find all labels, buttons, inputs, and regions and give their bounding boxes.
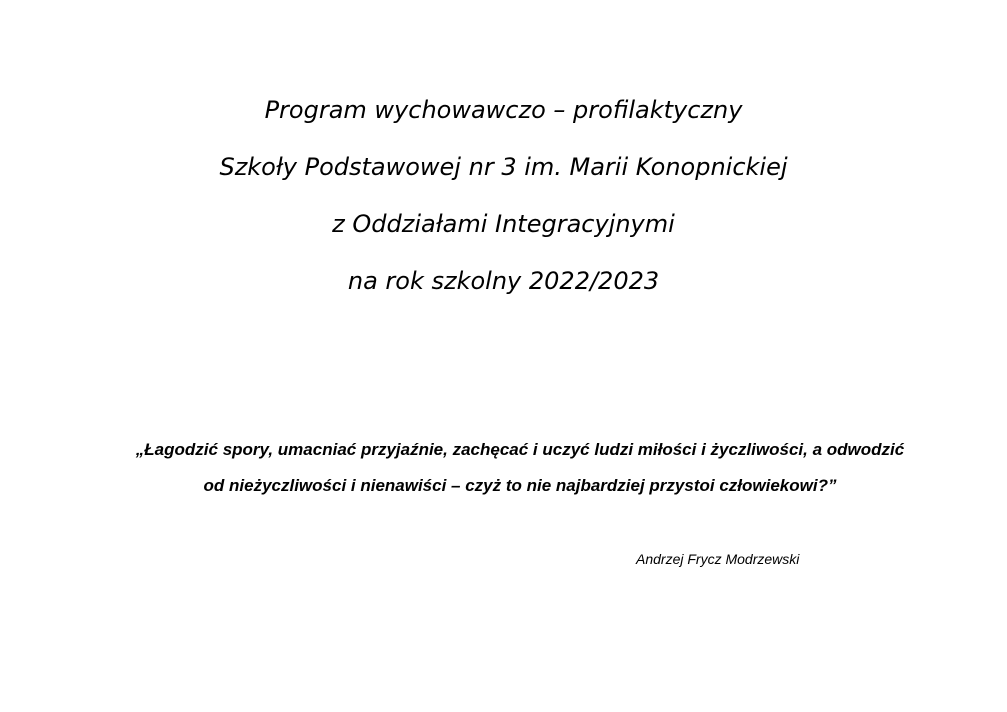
motto-quote [0, 432, 1007, 504]
title-line-departments: z Oddziałami Integracyjnymi [332, 210, 675, 238]
document-title [0, 82, 1007, 310]
title-line-program: Program wychowawczo – profilaktyczny [264, 96, 743, 124]
title-line-school: Szkoły Podstawowej nr 3 im. Marii Konopnickiej [219, 153, 788, 181]
quote-line-2: od nieżyczliwości i nienawiści – czyż to nie najbardziej przystoi człowiekowi?” [203, 476, 837, 495]
quote-line-1: „Łagodzić spory, umacniać przyjaźnie, zachęcać i uczyć ludzi miłości i życzliwości, a odwodzić [135, 440, 905, 459]
title-line-school-year: na rok szkolny 2022/2023 [347, 267, 660, 295]
quote-author: Andrzej Frycz Modrzewski [636, 551, 800, 567]
